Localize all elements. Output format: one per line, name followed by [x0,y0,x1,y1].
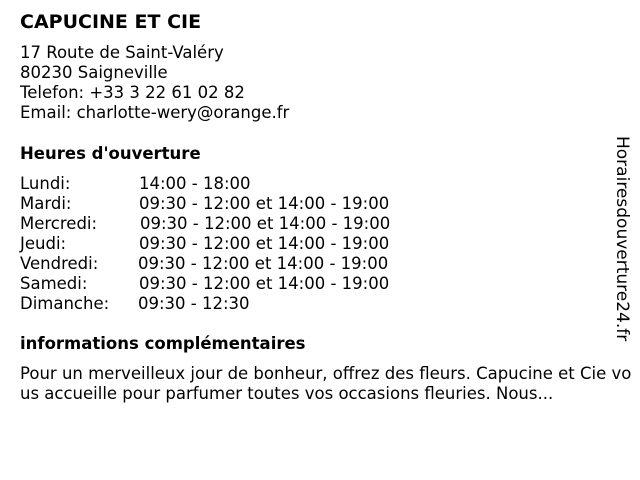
info-description: Pour un merveilleux jour de bonheur, offrez des fleurs. Capucine et Cie vous accueille pour parfumer toutes vos occasions fleuries. Nous... [20,364,632,403]
business-name: CAPUCINE ET CIE [20,11,202,33]
email-address: Email: charlotte-wery@orange.fr [20,103,290,122]
day-label: Mercredi: [20,214,98,233]
day-label: Lundi: [20,174,71,193]
address-street: 17 Route de Saint-Valéry [20,43,224,62]
info-heading: informations complémentaires [20,334,306,353]
day-label: Samedi: [20,274,88,293]
site-watermark: Horairesdouverture24.fr [612,136,632,342]
address-block [20,43,289,123]
day-label: Mardi: [20,194,72,213]
time-value: 09:30 - 12:00 et 14:00 - 19:00 [139,234,390,253]
time-value: 09:30 - 12:00 et 14:00 - 19:00 [138,254,389,273]
day-label: Jeudi: [20,234,67,253]
phone-number: Telefon: +33 3 22 61 02 82 [20,83,245,102]
time-value: 09:30 - 12:30 [138,294,250,313]
time-value: 09:30 - 12:00 et 14:00 - 19:00 [139,274,390,293]
hours-heading: Heures d'ouverture [20,144,201,163]
time-value: 09:30 - 12:00 et 14:00 - 19:00 [140,214,391,233]
time-value: 14:00 - 18:00 [139,174,251,193]
address-city: 80230 Saigneville [20,63,168,82]
day-label: Vendredi: [20,254,99,273]
time-value: 09:30 - 12:00 et 14:00 - 19:00 [139,194,390,213]
day-label: Dimanche: [20,294,110,313]
